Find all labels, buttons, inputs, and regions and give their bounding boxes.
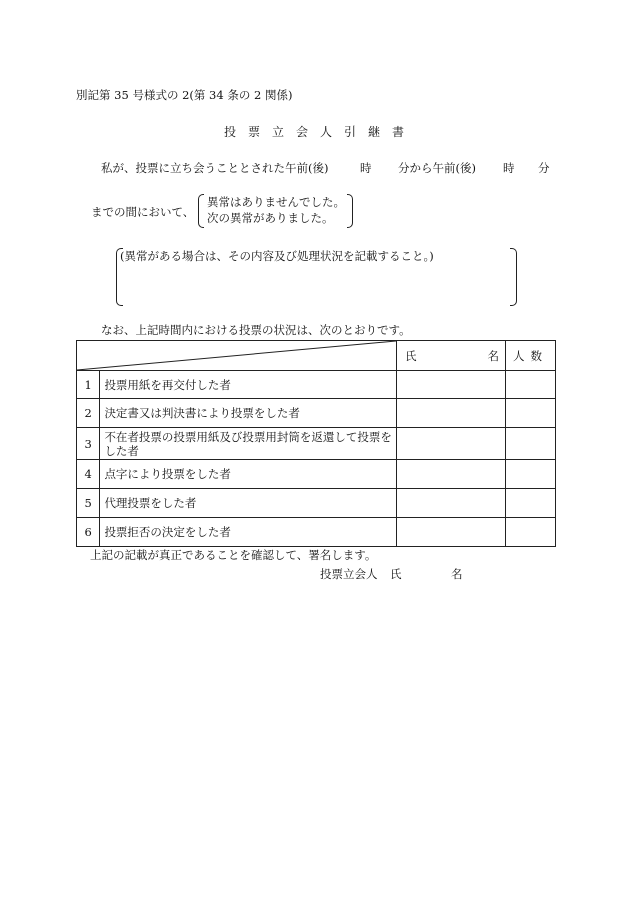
- form-reference: 別記第 35 号様式の 2(第 34 条の 2 関係): [76, 88, 293, 102]
- header-name-right: 名: [487, 348, 500, 363]
- signature-name-left: 氏: [390, 567, 402, 581]
- row-count-cell[interactable]: [506, 428, 556, 460]
- row-number: 2: [77, 399, 100, 428]
- header-name-left: 氏: [405, 348, 417, 363]
- row-name-cell[interactable]: [397, 518, 506, 547]
- row-description: 代理投票をした者: [100, 489, 397, 518]
- choice-bracket-left: [198, 194, 204, 228]
- row-description: 決定書又は判決書により投票をした者: [100, 399, 397, 428]
- signature-role: 投票立会人: [320, 567, 378, 581]
- row-name-cell[interactable]: [397, 371, 506, 399]
- row-number: 3: [77, 428, 100, 460]
- row-name-cell[interactable]: [397, 428, 506, 460]
- row-number: 6: [77, 518, 100, 547]
- row-number: 1: [77, 371, 100, 399]
- row-number: 5: [77, 489, 100, 518]
- voting-status-table: [76, 340, 556, 547]
- choice-no-anomaly: 異常はありませんでした。: [207, 195, 345, 209]
- choice-anomaly: 次の異常がありました。: [207, 211, 334, 225]
- sentence-minute-2: 分: [538, 161, 550, 175]
- row-name-cell[interactable]: [397, 399, 506, 428]
- sentence-minute-from: 分から午前(後): [398, 161, 476, 175]
- header-diagonal-cell: [77, 341, 397, 371]
- row-number: 4: [77, 460, 100, 489]
- table-header-row: [77, 341, 556, 371]
- period-prefix: までの間において、: [91, 205, 195, 219]
- row-count-cell[interactable]: [506, 460, 556, 489]
- table-row: [77, 518, 556, 547]
- header-name: [397, 341, 506, 371]
- row-description: 投票用紙を再交付した者: [100, 371, 397, 399]
- table-row: [77, 399, 556, 428]
- choice-bracket-right: [347, 194, 353, 228]
- table-intro: なお、上記時間内における投票の状況は、次のとおりです。: [101, 323, 411, 337]
- row-name-cell[interactable]: [397, 460, 506, 489]
- row-description: 点字により投票をした者: [100, 460, 397, 489]
- row-count-cell[interactable]: [506, 399, 556, 428]
- page-title: 投 票 立 会 人 引 継 書: [224, 125, 405, 139]
- note-text: (異常がある場合は、その内容及び処理状況を記載すること。): [120, 249, 434, 263]
- sentence-intro: 私が、投票に立ち会うこととされた午前(後): [101, 161, 329, 175]
- row-description: 投票拒否の決定をした者: [100, 518, 397, 547]
- table-row: [77, 460, 556, 489]
- closing-statement: 上記の記載が真正であることを確認して、署名します。: [90, 548, 377, 562]
- row-count-cell[interactable]: [506, 518, 556, 547]
- row-count-cell[interactable]: [506, 489, 556, 518]
- header-count: 人数: [506, 341, 556, 371]
- row-name-cell[interactable]: [397, 489, 506, 518]
- table-row: [77, 428, 556, 460]
- sentence-hour-2: 時: [503, 161, 515, 175]
- diagonal-line: [77, 341, 396, 370]
- note-bracket-right: [510, 248, 517, 306]
- row-count-cell[interactable]: [506, 371, 556, 399]
- sentence-hour-1: 時: [360, 161, 372, 175]
- row-description: 不在者投票の投票用紙及び投票用封筒を返還して投票をした者: [100, 428, 397, 460]
- table-row: [77, 489, 556, 518]
- signature-name-right: 名: [451, 567, 463, 581]
- table-row: [77, 371, 556, 399]
